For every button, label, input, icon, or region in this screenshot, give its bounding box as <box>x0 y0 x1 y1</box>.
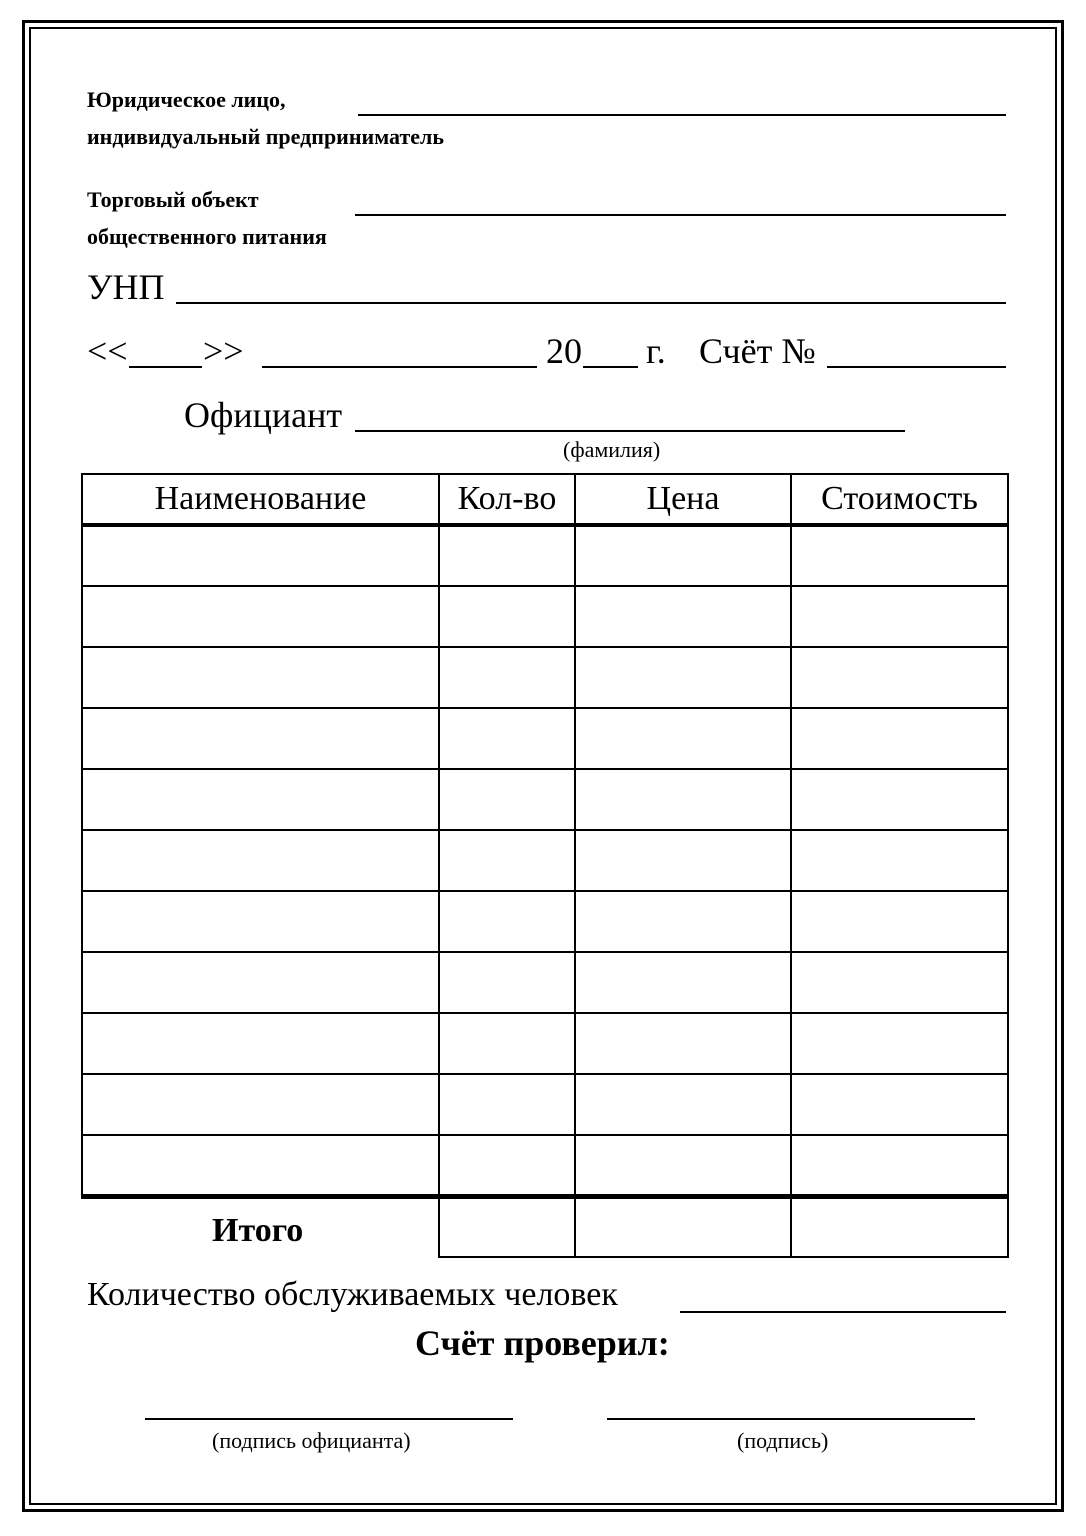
table-row <box>82 647 1008 708</box>
checker-signature-field[interactable] <box>607 1418 975 1420</box>
quantity-cell[interactable] <box>439 1074 575 1135</box>
quantity-cell[interactable] <box>439 708 575 769</box>
waiter-field[interactable] <box>355 430 905 432</box>
cost-cell[interactable] <box>791 1013 1008 1074</box>
name-cell[interactable] <box>82 830 439 891</box>
bill-number-label: Счёт № <box>699 331 816 371</box>
quantity-cell[interactable] <box>439 769 575 830</box>
year-prefix: 20 <box>546 331 582 371</box>
table-row <box>82 1074 1008 1135</box>
name-cell[interactable] <box>82 769 439 830</box>
table-row <box>82 525 1008 586</box>
unp-field[interactable] <box>176 302 1006 304</box>
cost-cell[interactable] <box>791 708 1008 769</box>
waiter-label: Официант <box>184 395 343 435</box>
year-field[interactable] <box>583 366 638 368</box>
total-quantity-cell[interactable] <box>439 1195 575 1257</box>
name-cell[interactable] <box>82 708 439 769</box>
waiter-signature-caption: (подпись официанта) <box>212 1428 411 1453</box>
trade-object-label-line2: общественного питания <box>87 224 327 249</box>
price-cell[interactable] <box>575 891 791 952</box>
cost-cell[interactable] <box>791 769 1008 830</box>
price-cell[interactable] <box>575 586 791 647</box>
column-header-name: Наименование <box>82 474 439 525</box>
legal-entity-label-line2: индивидуальный предприниматель <box>87 124 445 149</box>
date-close-quote: >> <box>203 331 244 371</box>
price-cell[interactable] <box>575 708 791 769</box>
name-cell[interactable] <box>82 586 439 647</box>
trade-object-field[interactable] <box>355 214 1006 216</box>
price-cell[interactable] <box>575 952 791 1013</box>
cost-cell[interactable] <box>791 952 1008 1013</box>
cost-cell[interactable] <box>791 1135 1008 1196</box>
day-field[interactable] <box>129 366 202 368</box>
quantity-cell[interactable] <box>439 1135 575 1196</box>
quantity-cell[interactable] <box>439 952 575 1013</box>
table-row <box>82 891 1008 952</box>
guests-count-label: Количество обслуживаемых человек <box>87 1276 618 1313</box>
table-row <box>82 586 1008 647</box>
column-header-quantity: Кол-во <box>439 474 575 525</box>
column-header-cost: Стоимость <box>791 474 1008 525</box>
cost-cell[interactable] <box>791 647 1008 708</box>
quantity-cell[interactable] <box>439 830 575 891</box>
name-cell[interactable] <box>82 525 439 586</box>
quantity-cell[interactable] <box>439 586 575 647</box>
legal-entity-label-line1: Юридическое лицо, <box>87 87 286 112</box>
unp-label: УНП <box>87 267 165 307</box>
table-row <box>82 769 1008 830</box>
date-open-quote: << <box>87 331 128 371</box>
checked-by-heading: Счёт проверил: <box>415 1323 670 1363</box>
total-label: Итого <box>212 1212 304 1249</box>
total-table <box>438 1194 1009 1258</box>
items-table <box>81 473 1009 1199</box>
guests-count-field[interactable] <box>680 1311 1006 1313</box>
quantity-cell[interactable] <box>439 1013 575 1074</box>
table-row <box>82 952 1008 1013</box>
table-row <box>82 1135 1008 1196</box>
name-cell[interactable] <box>82 891 439 952</box>
quantity-cell[interactable] <box>439 891 575 952</box>
table-row <box>82 708 1008 769</box>
trade-object-label-line1: Торговый объект <box>87 187 259 212</box>
legal-entity-field[interactable] <box>358 114 1006 116</box>
total-price-cell[interactable] <box>575 1195 791 1257</box>
year-suffix: г. <box>646 331 666 371</box>
name-cell[interactable] <box>82 1074 439 1135</box>
price-cell[interactable] <box>575 1135 791 1196</box>
price-cell[interactable] <box>575 1013 791 1074</box>
checker-signature-caption: (подпись) <box>737 1428 829 1453</box>
price-cell[interactable] <box>575 525 791 586</box>
table-row <box>82 1013 1008 1074</box>
cost-cell[interactable] <box>791 1074 1008 1135</box>
price-cell[interactable] <box>575 830 791 891</box>
name-cell[interactable] <box>82 952 439 1013</box>
waiter-signature-field[interactable] <box>145 1418 513 1420</box>
price-cell[interactable] <box>575 647 791 708</box>
waiter-caption: (фамилия) <box>563 437 661 462</box>
name-cell[interactable] <box>82 1135 439 1196</box>
cost-cell[interactable] <box>791 586 1008 647</box>
name-cell[interactable] <box>82 647 439 708</box>
table-header-row <box>82 474 1008 525</box>
cost-cell[interactable] <box>791 830 1008 891</box>
total-cost-cell[interactable] <box>791 1195 1008 1257</box>
name-cell[interactable] <box>82 1013 439 1074</box>
quantity-cell[interactable] <box>439 647 575 708</box>
cost-cell[interactable] <box>791 525 1008 586</box>
bill-number-field[interactable] <box>827 366 1006 368</box>
table-row <box>82 830 1008 891</box>
price-cell[interactable] <box>575 769 791 830</box>
month-field[interactable] <box>262 366 537 368</box>
quantity-cell[interactable] <box>439 525 575 586</box>
cost-cell[interactable] <box>791 891 1008 952</box>
column-header-price: Цена <box>575 474 791 525</box>
price-cell[interactable] <box>575 1074 791 1135</box>
total-row <box>439 1195 1008 1257</box>
